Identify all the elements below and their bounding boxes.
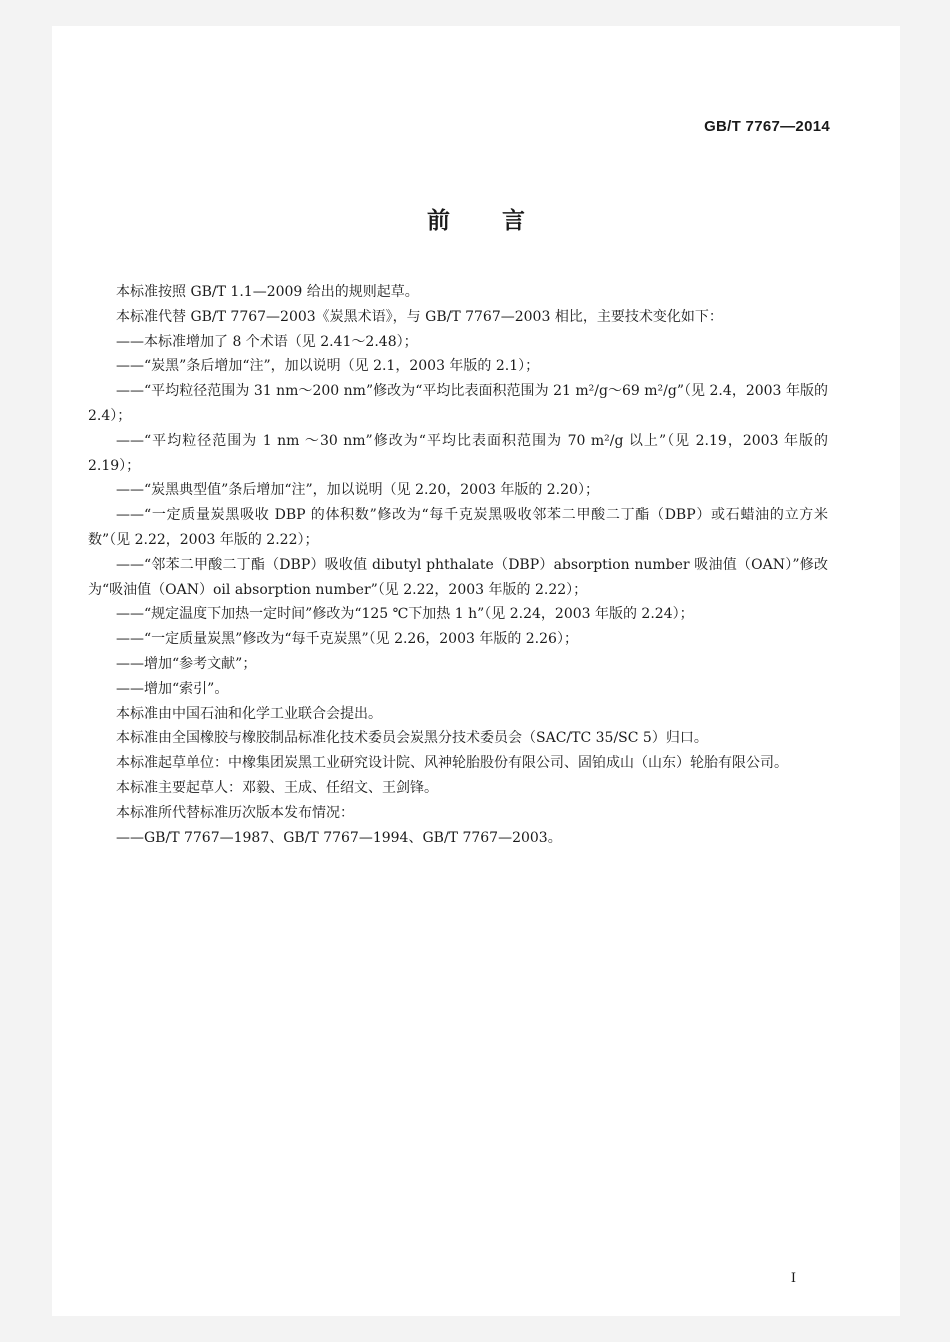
- change-item: ——“一定质量炭黑”修改为“每千克炭黑”（见 2.26，2003 年版的 2.26）；: [116, 631, 578, 648]
- change-item: ——增加“索引”。: [116, 680, 229, 697]
- page-title: [52, 202, 900, 235]
- paragraph: 本标准按照 GB/T 1.1—2009 给出的规则起草。: [116, 284, 419, 300]
- document-page: [52, 26, 900, 1316]
- standard-code: GB/T 7767—2014: [704, 118, 830, 135]
- change-item: ——“一定质量炭黑吸收 DBP 的体积数”修改为“每千克炭黑吸收邻苯二甲酸二丁酯（DBP）或石蜡油的立方米数”（见 2.22，2003 年版的 2.22）；: [88, 507, 828, 548]
- foreword-body: [88, 280, 828, 850]
- change-item: ——“炭黑”条后增加“注”，加以说明（见 2.1，2003 年版的 2.1）；: [116, 358, 540, 375]
- paragraph: 本标准主要起草人：邓毅、王成、任绍文、王剑锋。: [116, 779, 438, 796]
- paragraph: 本标准由中国石油和化学工业联合会提出。: [116, 705, 382, 722]
- paragraph: 本标准所代替标准历次版本发布情况：: [116, 804, 354, 821]
- paragraph: 本标准起草单位：中橡集团炭黑工业研究设计院、风神轮胎股份有限公司、固铂成山（山东）轮胎有限公司。: [116, 755, 788, 772]
- paragraph: 本标准由全国橡胶与橡胶制品标准化技术委员会炭黑分技术委员会（SAC/TC 35/SC 5）归口。: [116, 730, 708, 747]
- change-item: ——本标准增加了 8 个术语（见 2.41～2.48）；: [116, 333, 418, 350]
- change-item: ——增加“参考文献”；: [116, 655, 257, 672]
- change-item: ——“平均粒径范围为 31 nm～200 nm”修改为“平均比表面积范围为 21 m²/g～69 m²/g”（见 2.4，2003 年版的 2.4）；: [88, 383, 828, 424]
- change-item: ——“炭黑典型值”条后增加“注”，加以说明（见 2.20，2003 年版的 2.20）；: [116, 482, 599, 499]
- change-item: ——“邻苯二甲酸二丁酯（DBP）吸收值 dibutyl phthalate（DBP）absorption number 吸油值（OAN）”修改为“吸油值（OAN）oil absorption number”（见 2.22，2003 年版的 2.22）；: [88, 556, 828, 598]
- paragraph: 本标准代替 GB/T 7767—2003《炭黑术语》，与 GB/T 7767—2003 相比，主要技术变化如下：: [116, 308, 723, 325]
- change-item: ——“规定温度下加热一定时间”修改为“125 ℃下加热 1 h”（见 2.24，2003 年版的 2.24）；: [116, 606, 694, 623]
- page-number: I: [790, 1271, 796, 1286]
- title-char: 言: [502, 208, 525, 234]
- change-item: ——“平均粒径范围为 1 nm ～30 nm”修改为“平均比表面积范围为 70 m²/g 以上”（见 2.19，2003 年版的 2.19）；: [88, 432, 828, 474]
- change-item: ——GB/T 7767—1987、GB/T 7767—1994、GB/T 7767—2003。: [116, 829, 562, 846]
- title-char: 前: [426, 208, 450, 234]
